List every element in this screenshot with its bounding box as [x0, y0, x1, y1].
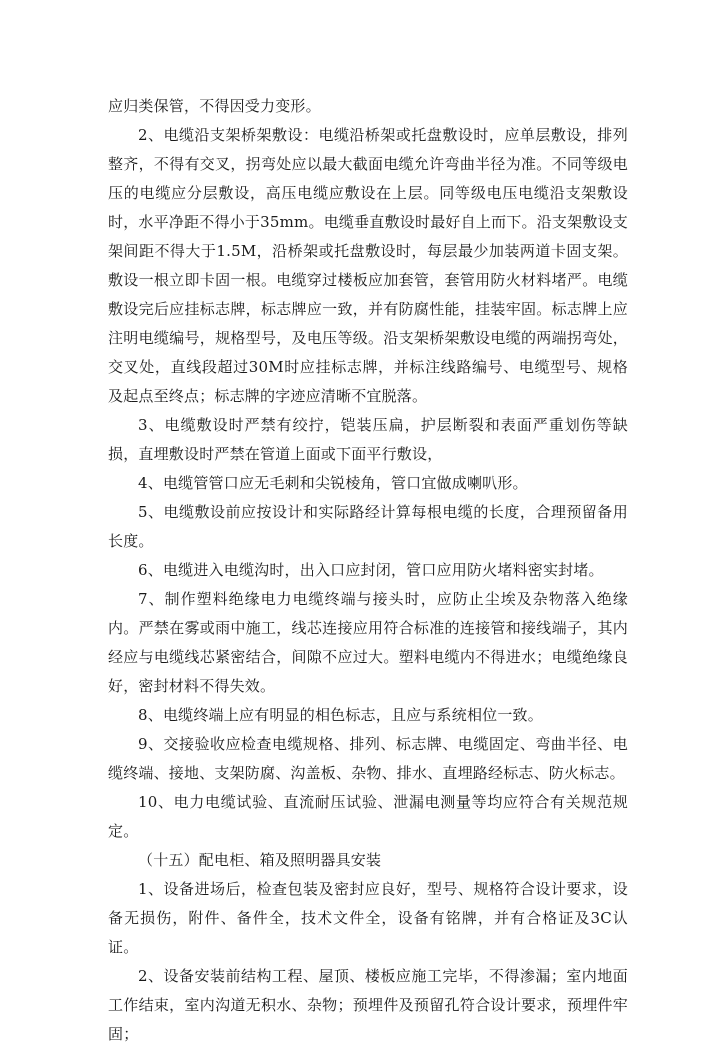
paragraph-installation-prereq: 2、设备安装前结构工程、屋顶、楼板应施工完毕，不得渗漏；室内地面工作结束，室内沟道无积水、杂物；预埋件及预留孔符合设计要求，预埋件牢固； — [108, 967, 628, 1043]
paragraph-no-twisting: 3、电缆敷设时严禁有绞拧，铠装压扁，护层断裂和表面严重划伤等缺损，直埋敷设时严禁在管道上面或下面平行敷设， — [108, 416, 628, 463]
document-body — [108, 92, 628, 1049]
paragraph-cable-length: 5、电缆敷设前应按设计和实际路经计算每根电缆的长度，合理预留备用长度。 — [108, 503, 628, 550]
paragraph-continuation: 应归类保管，不得因受力变形。 — [108, 97, 321, 115]
paragraph-phase-marking: 8、电缆终端上应有明显的相色标志，且应与系统相位一致。 — [138, 706, 543, 724]
paragraph-cable-tray-laying: 2、电缆沿支架桥架敷设：电缆沿桥架或托盘敷设时，应单层敷设，排列整齐，不得有交叉，拐弯处应以最大截面电缆允许弯曲半径为准。不同等级电压的电缆应分层敷设，高压电缆应敷设在上层。同等级电压电缆沿支架敷设时，水平净距不得小于35mm。电缆垂直敷设时最好自上而下。沿支架敷设支架间距不得大于1.5M，沿桥架或托盘敷设时，每层最少加装两道卡固支架。敷设一根立即卡固一根。电缆穿过楼板应加套管，套管用防火材料堵严。电缆敷设完后应挂标志牌，标志牌应一致，并有防腐性能，挂装牢固。标志牌上应注明电缆编号，规格型号，及电压等级。沿支架桥架敷设电缆的两端拐弯处，交叉处，直线段超过30M时应挂标志牌，并标注线路编号、电缆型号、规格及起点至终点；标志牌的字迹应清晰不宜脱落。 — [108, 126, 628, 405]
paragraph-terminal-joint: 7、制作塑料绝缘电力电缆终端与接头时，应防止尘埃及杂物落入绝缘内。严禁在雾或雨中施工，线芯连接应用符合标准的连接管和接线端子，其内经应与电缆线芯紧密结合，间隙不应过大。塑料电缆内不得进水；电缆绝缘良好，密封材料不得失效。 — [108, 590, 628, 695]
paragraph-trench-sealing: 6、电缆进入电缆沟时，出入口应封闭，管口应用防火堵料密实封堵。 — [138, 561, 604, 579]
paragraph-acceptance-check: 9、交接验收应检查电缆规格、排列、标志牌、电缆固定、弯曲半径、电缆终端、接地、支架防腐、沟盖板、杂物、排水、直埋路经标志、防火标志。 — [108, 735, 628, 782]
paragraph-cable-testing: 10、电力电缆试验、直流耐压试验、泄漏电测量等均应符合有关规范规定。 — [108, 793, 628, 840]
section-heading-15: （十五）配电柜、箱及照明器具安装 — [138, 851, 382, 869]
paragraph-equipment-arrival: 1、设备进场后，检查包装及密封应良好，型号、规格符合设计要求，设备无损伤，附件、备件全，技术文件全，设备有铭牌，并有合格证及3C认证。 — [108, 880, 628, 956]
paragraph-conduit-mouth: 4、电缆管管口应无毛刺和尖锐棱角，管口宜做成喇叭形。 — [138, 474, 528, 492]
